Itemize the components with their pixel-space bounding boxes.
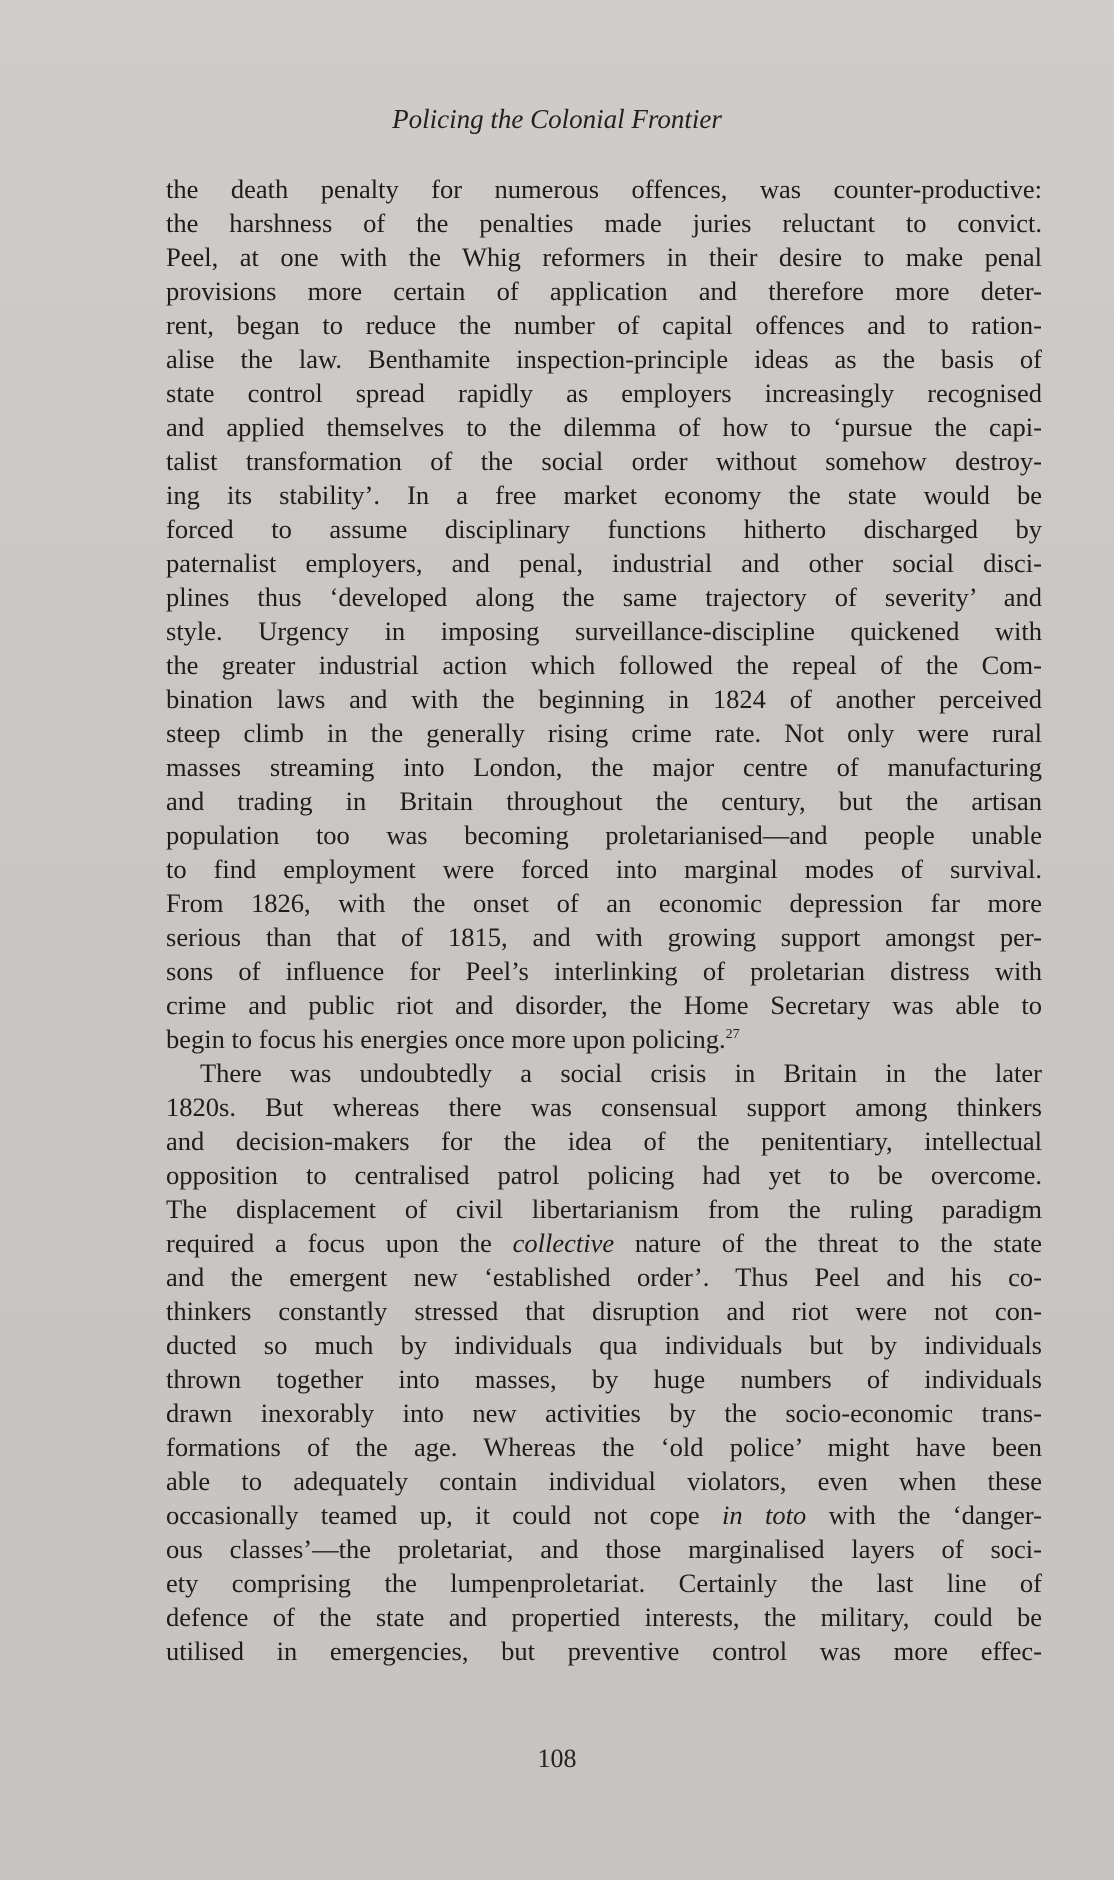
text-line: style. Urgency in imposing surveillance-discipline quickened with xyxy=(166,616,1042,646)
text-line: to find employment were forced into marginal modes of survival. xyxy=(166,854,1042,884)
text-line: sons of influence for Peel’s interlinking of proletarian distress with xyxy=(166,956,1042,986)
text-line: crime and public riot and disorder, the Home Secretary was able to xyxy=(166,990,1042,1020)
text-line: begin to focus his energies once more upon policing.$^{27}$ xyxy=(166,1024,740,1054)
text-line: ous classes’—the proletariat, and those marginalised layers of soci- xyxy=(166,1534,1042,1564)
text-line: Peel, at one with the Whig reformers in their desire to make penal xyxy=(166,242,1042,272)
text-line: state control spread rapidly as employers increasingly recognised xyxy=(166,378,1042,408)
text-line: provisions more certain of application and therefore more deter- xyxy=(166,276,1042,306)
text-line: ing its stability’. In a free market economy the state would be xyxy=(166,480,1042,510)
text-line: formations of the age. Whereas the ‘old police’ might have been xyxy=(166,1432,1042,1462)
text-line: bination laws and with the beginning in 1824 of another perceived xyxy=(166,684,1042,714)
text-line: the greater industrial action which followed the repeal of the Com- xyxy=(166,650,1042,680)
text-line: opposition to centralised patrol policing had yet to be overcome. xyxy=(166,1160,1042,1190)
text-line: population too was becoming proletarianised—and people unable xyxy=(166,820,1042,850)
text-line: and applied themselves to the dilemma of how to ‘pursue the capi- xyxy=(166,412,1042,442)
text-line: thrown together into masses, by huge numbers of individuals xyxy=(166,1364,1042,1394)
text-line: the harshness of the penalties made juries reluctant to convict. xyxy=(166,208,1042,238)
text-line: thinkers constantly stressed that disruption and riot were not con- xyxy=(166,1296,1042,1326)
text-line: plines thus ‘developed along the same trajectory of severity’ and xyxy=(166,582,1042,612)
footnote-marker: 27 xyxy=(725,1027,740,1042)
text-line: drawn inexorably into new activities by the socio-economic trans- xyxy=(166,1398,1042,1428)
text-line: the death penalty for numerous offences, was counter-productive: xyxy=(166,174,1042,204)
text-line: paternalist employers, and penal, industrial and other social disci- xyxy=(166,548,1042,578)
text-line: 1820s. But whereas there was consensual support among thinkers xyxy=(166,1092,1042,1122)
text-line: and decision-makers for the idea of the penitentiary, intellectual xyxy=(166,1126,1042,1156)
text-line: alise the law. Benthamite inspection-principle ideas as the basis of xyxy=(166,344,1042,374)
paragraph xyxy=(166,172,1042,1056)
text-line: From 1826, with the onset of an economic depression far more xyxy=(166,888,1042,918)
text-line: ducted so much by individuals qua individuals but by individuals xyxy=(166,1330,1042,1360)
text-line: talist transformation of the social order without somehow destroy- xyxy=(166,446,1042,476)
text-line: steep climb in the generally rising crime rate. Not only were rural xyxy=(166,718,1042,748)
text-line: utilised in emergencies, but preventive control was more effec- xyxy=(166,1636,1042,1666)
text-line: required a focus upon the collective nature of the threat to the state xyxy=(166,1228,1042,1258)
text-line: defence of the state and propertied interests, the military, could be xyxy=(166,1602,1042,1632)
running-head: Policing the Colonial Frontier xyxy=(392,104,722,134)
text-line: able to adequately contain individual violators, even when these xyxy=(166,1466,1042,1496)
text-line: There was undoubtedly a social crisis in Britain in the later xyxy=(200,1058,1042,1088)
text-line: rent, began to reduce the number of capital offences and to ration- xyxy=(166,310,1042,340)
text-line: ety comprising the lumpenproletariat. Certainly the last line of xyxy=(166,1568,1042,1598)
paragraphs xyxy=(166,172,1042,1668)
page-number: 108 xyxy=(537,1744,577,1773)
paragraph xyxy=(166,1056,1042,1668)
text-line: forced to assume disciplinary functions hitherto discharged by xyxy=(166,514,1042,544)
text-line: masses streaming into London, the major centre of manufacturing xyxy=(166,752,1042,782)
text-line: and trading in Britain throughout the century, but the artisan xyxy=(166,786,1042,816)
text-line: The displacement of civil libertarianism from the ruling paradigm xyxy=(166,1194,1042,1224)
body-text xyxy=(166,172,1042,1668)
text-line: and the emergent new ‘established order’. Thus Peel and his co- xyxy=(166,1262,1042,1292)
text-line: occasionally teamed up, it could not cope in toto with the ‘danger- xyxy=(166,1500,1042,1530)
text-line: serious than that of 1815, and with growing support amongst per- xyxy=(166,922,1042,952)
